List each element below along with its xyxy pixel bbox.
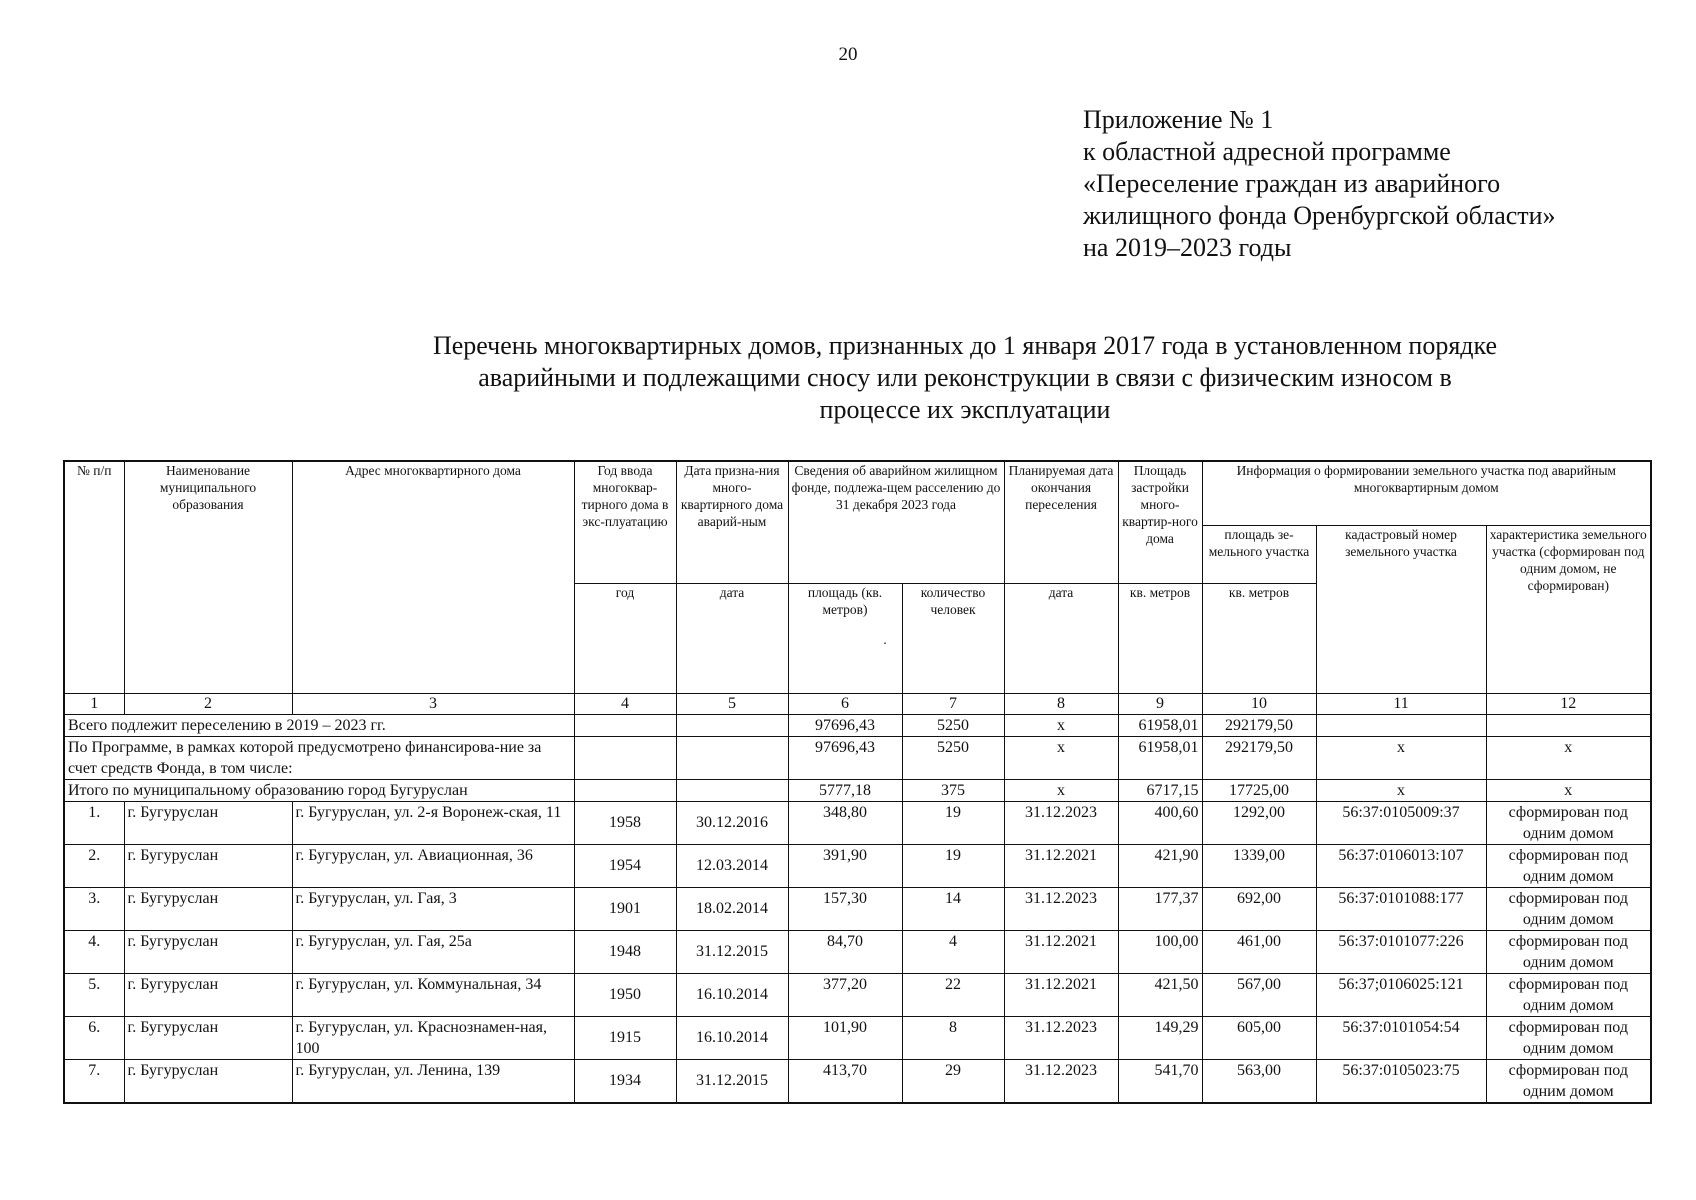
row-address: г. Бугуруслан, ул. Краснознамен-ная, 100 [292, 1016, 574, 1059]
row-area: 101,90 [788, 1016, 902, 1059]
document-title [365, 330, 1565, 426]
header-unit-built: кв. метров [1118, 583, 1202, 693]
row-built-area: 421,90 [1118, 844, 1202, 887]
summary-built: 6717,15 [1118, 779, 1202, 801]
summary-date: x [1004, 779, 1118, 801]
column-numbers-row [64, 693, 1651, 714]
summary-label: По Программе, в рамках которой предусмотрено финансирова-ние за счет средств Фонда, в том числе: [64, 736, 574, 779]
header-unit-date: дата [676, 583, 788, 693]
row-year: 1954 [574, 844, 676, 887]
summary-date: x [1004, 736, 1118, 779]
row-people: 4 [902, 930, 1004, 973]
row-people: 14 [902, 887, 1004, 930]
header-planned-date: Планируемая дата окончания переселения [1004, 461, 1118, 583]
header-unit-area [788, 583, 902, 693]
row-municipality: г. Бугуруслан [124, 1059, 292, 1103]
row-number: 1. [64, 801, 124, 844]
header-built-area: Площадь застройки много-квартир-ного дома [1118, 461, 1202, 583]
row-number: 7. [64, 1059, 124, 1103]
column-number: 8 [1004, 693, 1118, 714]
table-body [64, 714, 1651, 1103]
header-recognition-date: Дата призна-ния много-квартирного дома аварий-ным [676, 461, 788, 583]
row-built-area: 421,50 [1118, 973, 1202, 1016]
summary-area: 97696,43 [788, 714, 902, 736]
row-cadastral: 56:37:0101088:177 [1316, 887, 1486, 930]
row-area: 157,30 [788, 887, 902, 930]
title-line: Перечень многоквартирных домов, признанных до 1 января 2017 года в установленном порядке [432, 331, 1498, 360]
header-year: Год ввода многоквар-тирного дома в экс-плуатацию [574, 461, 676, 583]
table-row [64, 1059, 1651, 1103]
row-characteristic: сформирован под одним домом [1486, 887, 1651, 930]
table-row [64, 844, 1651, 887]
row-characteristic: сформирован под одним домом [1486, 930, 1651, 973]
summary-people: 375 [902, 779, 1004, 801]
header-unit-land: кв. метров [1202, 583, 1316, 693]
row-address: г. Бугуруслан, ул. 2-я Воронеж-ская, 11 [292, 801, 574, 844]
table-row [64, 887, 1651, 930]
row-recognition-date: 18.02.2014 [676, 887, 788, 930]
summary-characteristic: x [1486, 779, 1651, 801]
row-area: 377,20 [788, 973, 902, 1016]
table-header [64, 461, 1651, 693]
summary-cadastral [1316, 714, 1486, 736]
column-number: 10 [1202, 693, 1316, 714]
row-recognition-date: 16.10.2014 [676, 1016, 788, 1059]
houses-table [63, 460, 1652, 1104]
summary-characteristic: x [1486, 736, 1651, 779]
appendix-line: «Переселение граждан из аварийного [1083, 169, 1501, 198]
row-cadastral: 56:37:0101077:226 [1316, 930, 1486, 973]
row-municipality: г. Бугуруслан [124, 844, 292, 887]
row-municipality: г. Бугуруслан [124, 801, 292, 844]
row-built-area: 541,70 [1118, 1059, 1202, 1103]
row-number: 6. [64, 1016, 124, 1059]
summary-cadastral: x [1316, 736, 1486, 779]
row-land-area: 605,00 [1202, 1016, 1316, 1059]
summary-area: 5777,18 [788, 779, 902, 801]
summary-date: x [1004, 714, 1118, 736]
row-people: 19 [902, 844, 1004, 887]
row-cadastral: 56:37:0106013:107 [1316, 844, 1486, 887]
summary-row [64, 779, 1651, 801]
table-row [64, 973, 1651, 1016]
page-number: 20 [838, 44, 858, 65]
table-row [64, 930, 1651, 973]
column-number: 6 [788, 693, 902, 714]
row-planned-date: 31.12.2021 [1004, 930, 1118, 973]
column-number: 9 [1118, 693, 1202, 714]
row-municipality: г. Бугуруслан [124, 930, 292, 973]
row-municipality: г. Бугуруслан [124, 887, 292, 930]
row-address: г. Бугуруслан, ул. Коммунальная, 34 [292, 973, 574, 1016]
column-number: 4 [574, 693, 676, 714]
title-line: аварийными и подлежащими сносу или реконструкции в связи с физическим износом в [478, 363, 1452, 392]
row-address: г. Бугуруслан, ул. Ленина, 139 [292, 1059, 574, 1103]
row-year: 1950 [574, 973, 676, 1016]
row-land-area: 567,00 [1202, 973, 1316, 1016]
unit-area-text: площадь (кв. метров) [807, 584, 883, 617]
header-unit-people: количество человек [902, 583, 1004, 693]
appendix-line: жилищного фонда Оренбургской области» [1083, 201, 1556, 230]
header-resettlement-info: Сведения об аварийном жилищном фонде, подлежа-щем расселению до 31 декабря 2023 года [788, 461, 1004, 583]
row-land-area: 563,00 [1202, 1059, 1316, 1103]
row-built-area: 177,37 [1118, 887, 1202, 930]
row-municipality: г. Бугуруслан [124, 973, 292, 1016]
column-number: 11 [1316, 693, 1486, 714]
row-characteristic: сформирован под одним домом [1486, 973, 1651, 1016]
summary-land: 292179,50 [1202, 714, 1316, 736]
summary-row [64, 736, 1651, 779]
row-year: 1948 [574, 930, 676, 973]
column-number: 2 [124, 693, 292, 714]
summary-land: 17725,00 [1202, 779, 1316, 801]
row-characteristic: сформирован под одним домом [1486, 1059, 1651, 1103]
row-recognition-date: 31.12.2015 [676, 1059, 788, 1103]
header-land-info: Информация о формировании земельного участка под аварийным многоквартирным домом [1202, 461, 1651, 525]
row-area: 348,80 [788, 801, 902, 844]
row-area: 391,90 [788, 844, 902, 887]
column-number: 12 [1486, 693, 1651, 714]
row-people: 22 [902, 973, 1004, 1016]
row-land-area: 1292,00 [1202, 801, 1316, 844]
stray-dot: · [882, 635, 888, 651]
summary-area: 97696,43 [788, 736, 902, 779]
header-number: № п/п [64, 461, 124, 693]
row-land-area: 692,00 [1202, 887, 1316, 930]
table-row [64, 801, 1651, 844]
summary-cadastral: x [1316, 779, 1486, 801]
header-land-characteristic: характеристика земельного участка (сформирован под одним домом, не сформирован) [1486, 525, 1651, 693]
summary-label: Всего подлежит переселению в 2019 – 2023 гг. [64, 714, 574, 736]
row-built-area: 100,00 [1118, 930, 1202, 973]
row-built-area: 149,29 [1118, 1016, 1202, 1059]
row-people: 8 [902, 1016, 1004, 1059]
row-cadastral: 56:37:0105009:37 [1316, 801, 1486, 844]
summary-land: 292179,50 [1202, 736, 1316, 779]
row-planned-date: 31.12.2023 [1004, 1059, 1118, 1103]
row-year: 1901 [574, 887, 676, 930]
row-land-area: 1339,00 [1202, 844, 1316, 887]
row-cadastral: 56:37;0106025:121 [1316, 973, 1486, 1016]
column-number: 1 [64, 693, 124, 714]
table-row [64, 1016, 1651, 1059]
appendix-line: на 2019–2023 годы [1083, 233, 1292, 262]
row-people: 29 [902, 1059, 1004, 1103]
row-year: 1915 [574, 1016, 676, 1059]
row-planned-date: 31.12.2021 [1004, 844, 1118, 887]
summary-characteristic [1486, 714, 1651, 736]
header-unit-year: год [574, 583, 676, 693]
row-cadastral: 56:37:0101054:54 [1316, 1016, 1486, 1059]
header-address: Адрес многоквартирного дома [292, 461, 574, 693]
row-year: 1934 [574, 1059, 676, 1103]
column-number: 7 [902, 693, 1004, 714]
row-land-area: 461,00 [1202, 930, 1316, 973]
appendix-line: Приложение № 1 [1083, 105, 1274, 134]
row-recognition-date: 31.12.2015 [676, 930, 788, 973]
header-land-area: площадь зе-мельного участка [1202, 525, 1316, 583]
appendix-line: к областной адресной программе [1083, 137, 1451, 166]
row-address: г. Бугуруслан, ул. Авиационная, 36 [292, 844, 574, 887]
row-planned-date: 31.12.2023 [1004, 801, 1118, 844]
summary-built: 61958,01 [1118, 714, 1202, 736]
row-number: 4. [64, 930, 124, 973]
row-address: г. Бугуруслан, ул. Гая, 25а [292, 930, 574, 973]
row-planned-date: 31.12.2023 [1004, 1016, 1118, 1059]
summary-people: 5250 [902, 736, 1004, 779]
row-number: 5. [64, 973, 124, 1016]
row-recognition-date: 30.12.2016 [676, 801, 788, 844]
row-number: 3. [64, 887, 124, 930]
appendix-heading [1083, 104, 1556, 264]
row-municipality: г. Бугуруслан [124, 1016, 292, 1059]
row-area: 84,70 [788, 930, 902, 973]
row-characteristic: сформирован под одним домом [1486, 844, 1651, 887]
summary-people: 5250 [902, 714, 1004, 736]
row-people: 19 [902, 801, 1004, 844]
title-line: процессе их эксплуатации [819, 395, 1111, 424]
row-planned-date: 31.12.2023 [1004, 887, 1118, 930]
row-area: 413,70 [788, 1059, 902, 1103]
row-address: г. Бугуруслан, ул. Гая, 3 [292, 887, 574, 930]
row-cadastral: 56:37:0105023:75 [1316, 1059, 1486, 1103]
row-built-area: 400,60 [1118, 801, 1202, 844]
header-cadastral: кадастровый номер земельного участка [1316, 525, 1486, 693]
row-characteristic: сформирован под одним домом [1486, 801, 1651, 844]
row-recognition-date: 12.03.2014 [676, 844, 788, 887]
row-planned-date: 31.12.2021 [1004, 973, 1118, 1016]
row-number: 2. [64, 844, 124, 887]
row-recognition-date: 16.10.2014 [676, 973, 788, 1016]
header-municipality: Наименование муниципального образования [124, 461, 292, 693]
column-number: 3 [292, 693, 574, 714]
summary-row [64, 714, 1651, 736]
header-unit-plan-date: дата [1004, 583, 1118, 693]
summary-built: 61958,01 [1118, 736, 1202, 779]
column-number: 5 [676, 693, 788, 714]
summary-label: Итого по муниципальному образованию город Бугуруслан [64, 779, 574, 801]
row-characteristic: сформирован под одним домом [1486, 1016, 1651, 1059]
row-year: 1958 [574, 801, 676, 844]
